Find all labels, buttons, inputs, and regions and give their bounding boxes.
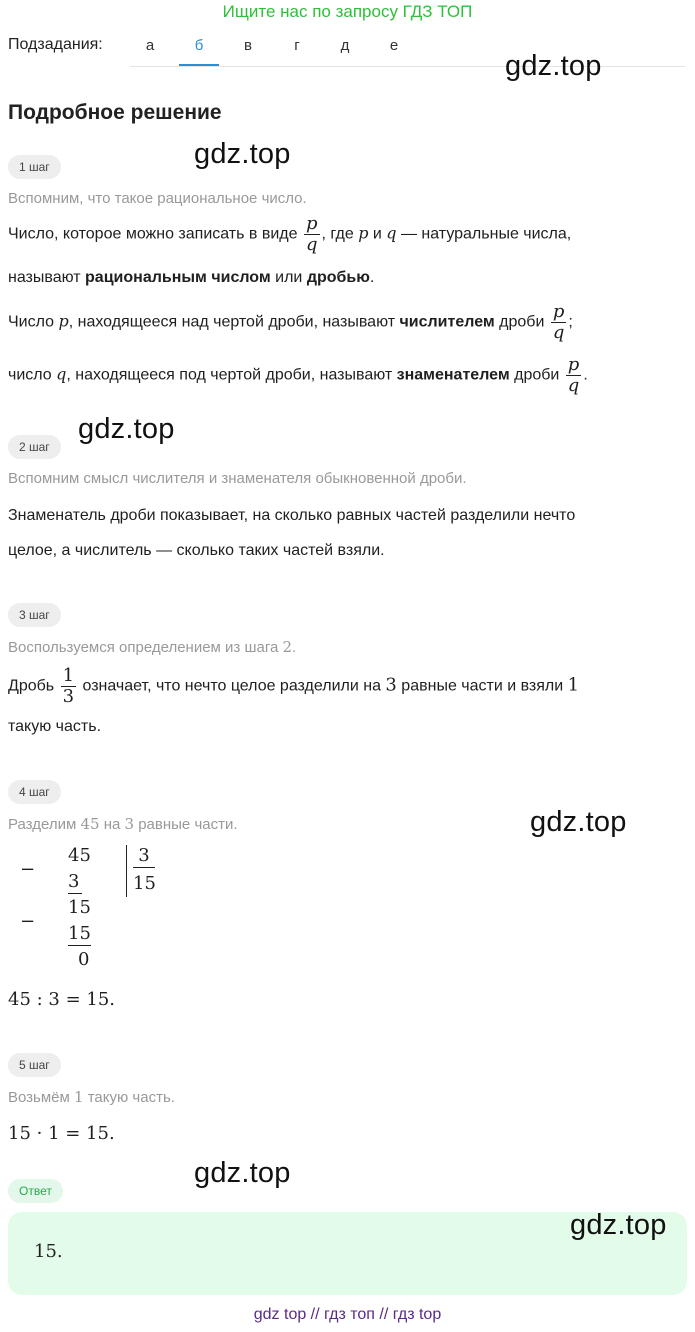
step-badge: 5 шаг	[8, 1053, 61, 1077]
subtasks-label: Подзадания:	[8, 36, 103, 53]
quotient: 15	[133, 873, 156, 894]
footer-links	[0, 1306, 695, 1324]
watermark: gdz.top	[194, 1157, 291, 1189]
step-text-line: Число p, находящееся над чертой дроби, называют числителем дроби $\frac{p}{q}$ ;	[8, 301, 573, 343]
division-result: 45 : 3 = 15.	[8, 989, 116, 1010]
watermark: gdz.top	[530, 806, 627, 838]
watermark: gdz.top	[570, 1209, 667, 1241]
step-text-line: такую часть.	[8, 718, 102, 735]
fraction-p-over-q: $\frac{p}{q}$	[552, 301, 565, 343]
step-text-line: Знаменатель дроби показывает, на сколько равных частей разделили нечто	[8, 507, 576, 524]
watermark: gdz.top	[505, 50, 602, 82]
step-badge: 2 шаг	[8, 435, 61, 459]
division-bar	[126, 845, 127, 897]
minus-sign: −	[20, 911, 36, 932]
step-badge: 1 шаг	[8, 155, 61, 179]
tab-e[interactable]: е	[389, 37, 399, 54]
footer-separator: //	[374, 1306, 393, 1323]
step-badge: 4 шаг	[8, 780, 61, 804]
tab-a[interactable]: а	[145, 37, 155, 54]
subtrahend: 15	[68, 923, 91, 944]
subtrahend: 3	[68, 871, 82, 894]
footer-link[interactable]: гдз top	[392, 1306, 442, 1323]
step-text-line: число q, находящееся под чертой дроби, называют знаменателем дроби $\frac{p}{q}$ .	[8, 354, 588, 396]
answer-value: 15.	[34, 1241, 63, 1262]
step-hint: Вспомним смысл числителя и знаменателя обыкновенной дроби.	[8, 470, 467, 487]
remainder: 15	[68, 897, 91, 918]
answer-badge: Ответ	[8, 1179, 63, 1203]
step-text-line: называют рациональным числом или дробью.	[8, 269, 375, 286]
footer-link[interactable]: гдз топ	[324, 1306, 375, 1323]
search-hint-link[interactable]: Ищите нас по запросу ГДЗ ТОП	[222, 2, 473, 21]
section-title: Подробное решение	[8, 101, 222, 124]
step-badge: 3 шаг	[8, 603, 61, 627]
footer-separator: //	[306, 1306, 325, 1323]
tab-g[interactable]: г	[294, 37, 300, 54]
fraction-one-third: $\frac{1}{3}$	[62, 665, 75, 707]
step-text-line: Число, которое можно записать в виде $\frac{p}{q}$ , где p и q — натуральные числа,	[8, 213, 572, 255]
minus-sign: −	[20, 859, 36, 880]
multiplication-result: 15 · 1 = 15.	[8, 1123, 115, 1144]
dividend: 45	[68, 845, 91, 866]
tab-d[interactable]: д	[340, 37, 350, 54]
tab-v[interactable]: в	[244, 37, 252, 54]
fraction-p-over-q: $\frac{p}{q}$	[305, 213, 318, 255]
step-hint: Вспомним, что такое рациональное число.	[8, 190, 307, 207]
remainder: 0	[78, 949, 90, 970]
subtask-tabs	[130, 28, 685, 67]
watermark: gdz.top	[194, 138, 291, 170]
step-hint: Воспользуемся определением из шага 2.	[8, 638, 297, 656]
footer-link[interactable]: gdz top	[253, 1306, 307, 1323]
tab-b[interactable]: б	[179, 28, 219, 66]
long-division	[0, 840, 200, 975]
fraction-p-over-q: $\frac{p}{q}$	[567, 354, 580, 396]
divisor: 3	[133, 845, 155, 868]
step-hint: Возьмём 1 такую часть.	[8, 1088, 175, 1106]
watermark: gdz.top	[78, 413, 175, 445]
step-hint: Разделим 45 на 3 равные части.	[8, 815, 238, 833]
step-text-line: целое, а числитель — сколько таких частей взяли.	[8, 542, 385, 559]
step-text-line: Дробь $\frac{1}{3}$ означает, что нечто целое разделили на 3 равные части и взяли 1	[8, 665, 580, 707]
